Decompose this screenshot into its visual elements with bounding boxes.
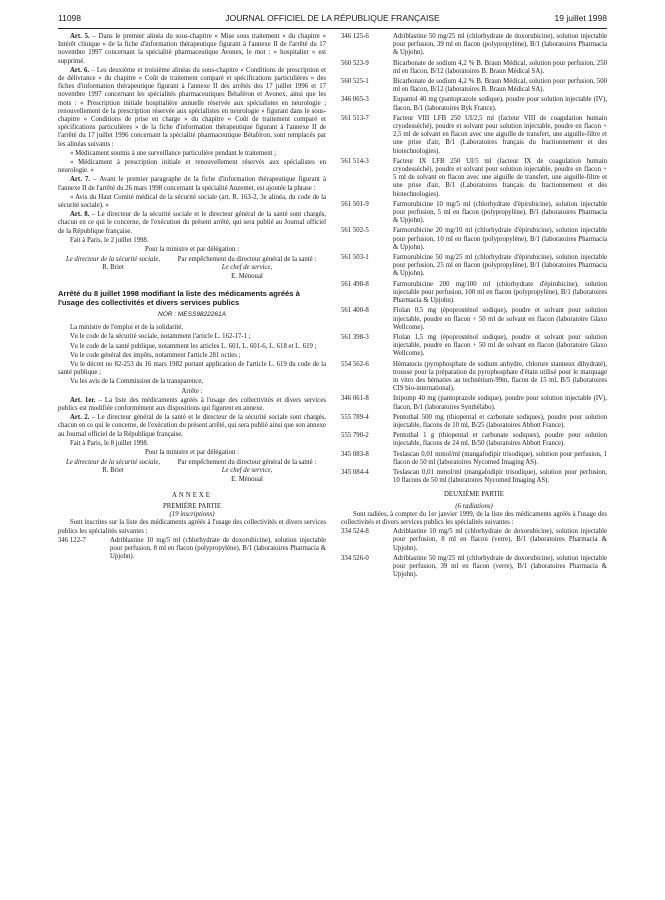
- article-1: [58, 397, 326, 413]
- signatory-name: E. Ménoual: [231, 272, 263, 280]
- entry-text: Farmorubicine 20 mg/10 ml (chlorhydrate d'épirubicine), solution injectable pour perfusion, 10 ml en flacon (polypropylène), B/1 (laboratoires Pharmacia & Upjohn).: [393, 227, 607, 251]
- entry-text: Adriblastine 10 mg/5 ml (chlorhydrate de doxorubicine), solution injectable pour perfusion, 8 ml en flacon (polypropylène), B/1 (laboratoires Pharmacia & Upjohn).: [110, 536, 326, 561]
- nor-reference: NOR : MESS9822261A: [158, 310, 226, 318]
- article-label: Art. 2.: [70, 414, 90, 422]
- entry-code: 561 513-7: [341, 114, 369, 122]
- entry-text: Farmorubicine 50 mg/25 ml (chlorhydrate d'épirubicine), solution injectable pour perfusion, 25 ml en flacon (polypropylène), B/1 (laboratoires Pharmacia & Upjohn).: [393, 254, 607, 278]
- right-column: [341, 33, 607, 581]
- entry-text: Bicarbonate de sodium 4,2 % B. Braun Médical, solution pour perfusion, 250 ml en flacon, B/12 (laboratoires B. Braun Médical SA).: [393, 59, 607, 75]
- signatory-name: R. Briet: [102, 264, 124, 272]
- list-item: [341, 201, 607, 226]
- entry-code: 345 083-8: [341, 450, 369, 458]
- signature-block: [58, 459, 326, 484]
- signatory-title: Par empêchement du directeur général de la santé :: [177, 256, 317, 264]
- entry-code: 346 125-6: [341, 33, 369, 40]
- page-header: [58, 13, 607, 29]
- journal-title: JOURNAL OFFICIEL DE LA RÉPUBLIQUE FRANÇAISE: [225, 13, 440, 23]
- delegation-line: Pour la ministre et par délégation :: [145, 448, 239, 456]
- part-two-count: (6 radiations): [455, 502, 493, 510]
- entry-text: Pentothal 500 mg (thiopental et carbonate sodiques), poudre pour solution injectable, flacons de 10 ml, B/25 (laboratoires Abbott France).: [393, 413, 607, 429]
- entry-text: Pentothal 1 g (thiopental et carbonate sodiques), poudre pour solution injectable, flacons de 24 ml, B/50 (laboratoires Abbott France).: [393, 432, 607, 448]
- signature-date: Fait à Paris, le 2 juillet 1998.: [70, 236, 149, 244]
- entry-code: 554 562-6: [341, 360, 369, 368]
- list-item: [341, 395, 607, 411]
- signatory-title: Le directeur de la sécurité sociale,: [65, 256, 161, 264]
- visa-line: Vu le code général des impôts, notamment l'article 281 octies ;: [70, 351, 241, 359]
- entry-code: 561 398-3: [341, 333, 369, 341]
- article-6: [58, 67, 326, 149]
- signatory-right: [168, 459, 326, 484]
- entry-text: Farmorubicine 200 mg/100 ml (chlorhydrate d'épirubicine), solution injectable pour perfusion, 100 ml en flacon (polypropylène), B/1 (laboratoires Pharmacia & Upjohn).: [393, 280, 607, 305]
- entry-code: 555 790-2: [341, 432, 369, 440]
- entry-text: Adriblastine 50 mg/25 ml (chlorhydrate de doxorubicine), solution injectable pour perfusion, 39 ml en flacon (polypropylène), B/1 (laboratoires Pharmacia & Upjohn).: [393, 33, 607, 57]
- article-5: [58, 33, 326, 66]
- signature-date: Fait à Paris, le 8 juillet 1998.: [70, 439, 149, 447]
- list-item: [341, 555, 607, 580]
- entry-text: Hématocis (pyrophosphate de sodium anhydre, chlorure stanneux dihydraté), trousse pour la préparation du pyrophosphate d'étain utilisé pour le marquage in vitro des hématies au technétium-99m, flacon de 15 ml, B/5 (laboratoires CIS bio-international).: [393, 360, 607, 393]
- part-one-count: (19 inscriptions): [169, 511, 215, 519]
- article-text: – Dans le premier alinéa du sous-chapitre « Mise sous traitement » du chapitre « Intérêt clinique » de la fiche d'information thérapeutique figurant à l'annexe II de l'arrêté du 17 novembre 1997 concernant la spécialité pharmaceutique Avonex, le mot : « hospitalier » est supprimé.: [58, 33, 326, 65]
- article-text: – La liste des médicaments agréés à l'usage des collectivités et divers services publics est modifiée conformément aux dispositions qui figurent en annexe.: [58, 396, 326, 412]
- visa-line: La ministre de l'emploi et de la solidarité,: [70, 324, 183, 332]
- list-item: [341, 361, 607, 394]
- signatory-role: Le chef de service,: [221, 467, 273, 475]
- article-text: – Les deuxième et troisième alinéas du sous-chapitre « Conditions de prescription et de délivrance » du chapitre « Coût de traitement comparé et spécifications particulières » des fiches d'information thérapeutique figurant à l'annexe II des arrêtés des 17 juillet 1996 et 17 novembre 1997 concernant les spécialités pharmaceutiques Bétaféron et Avonex, ainsi que les mots : « Prescription initiale hospitalière annuelle réservée aux spécialistes en neurologie ; renouvellement de la prescription réservée aux spécialistes en neurologie » figurant dans le sous-chapitre « Conditions de prise en charge » du chapitre « Coût de traitement comparé et spécifications particulières » de la fiche d'information thérapeutique figurant à l'annexe II de l'arrêté du 17 juillet 1996 concernant la spécialité pharmaceutique Bétaféron, sont remplacés par les alinéas suivants :: [58, 66, 327, 148]
- signatory-right: [168, 256, 326, 281]
- entry-code: 555 789-4: [341, 413, 369, 421]
- left-column: [58, 33, 326, 563]
- part-two-list: [341, 528, 607, 579]
- quote-paragraph: « Médicament à prescription initiale et renouvellement réservés aux spécialistes en neurologie. »: [58, 159, 326, 175]
- article-label: Art. 1er.: [70, 396, 96, 404]
- delegation-line: Pour la ministre et par délégation :: [145, 246, 239, 254]
- entry-text: Teslascan 0,01 mmol/ml (mangafodipir trisodique), solution pour perfusion, 10 flacons de 50 ml (laboratoires Nycomed Imaging AS).: [393, 468, 607, 485]
- list-item: [341, 469, 607, 485]
- entry-text: Flolan 1,5 mg (époprosténol sodique), poudre et solvant pour solution injectable, poudre en flacon + 50 ml de solvant en flacon (laboratoire Glaxo Wellcome).: [393, 333, 607, 358]
- list-item: [341, 78, 607, 94]
- part-two-intro: Sont radiées, à compter du 1er janvier 1999, de la liste des médicaments agréés à l'usage des collectivités et divers services publics les spécialités suivantes :: [341, 510, 607, 526]
- page-number: 11098: [58, 13, 82, 23]
- list-item: [341, 307, 607, 332]
- entry-code: 345 084-4: [341, 468, 369, 476]
- visa-line: Vu les avis de la Commission de la transparence,: [70, 378, 204, 386]
- part-one-list: [341, 33, 607, 485]
- header-rule: [58, 28, 607, 29]
- entry-code: 561 501-9: [341, 200, 369, 208]
- list-item: [341, 334, 607, 359]
- visa-line: Vu le code de la santé publique, notamment les articles L. 601, L. 601-6, L. 618 et L. 619 ;: [70, 342, 317, 350]
- entry-text: Adriblastine 10 mg/5 ml (chlorhydrate de doxorubicine), solution injectable pour perfusion, 8 ml en flacon (verre), B/1 (laboratoires Pharmacia & Upjohn).: [393, 528, 607, 552]
- visa-line: Vu le décret no 82-253 du 16 mars 1982 portant application de l'article L. 619 du code de la santé publique ;: [58, 360, 326, 377]
- article-7: [58, 176, 326, 192]
- entry-code: 561 514-3: [341, 157, 369, 165]
- list-item: [341, 414, 607, 430]
- list-item: [341, 158, 607, 199]
- entry-text: Inipomp 40 mg (pantoprazole sodique), poudre pour solution injectable (IV), flacon, B/1 (laboratoires Synthélabo).: [393, 395, 607, 411]
- entry-code: 561 400-8: [341, 307, 369, 315]
- signatory-name: E. Ménoual: [231, 475, 263, 483]
- entry-code: 346 065-3: [341, 96, 369, 104]
- visa-line: Vu le code de la sécurité sociale, notamment l'article L. 162-17-1 ;: [70, 333, 251, 341]
- entry-text: Farmorubicine 10 mg/5 ml (chlorhydrate d'épirubicine), solution injectable pour perfusion, 5 ml en flacon (polypropylène), B/1 (laboratoires Pharmacia & Upjohn).: [393, 200, 607, 225]
- list-item: [341, 432, 607, 448]
- signatory-role: Le chef de service,: [221, 264, 273, 272]
- list-item: [341, 60, 607, 76]
- article-text: – Le directeur de la sécurité sociale et le directeur général de la santé sont chargés, chacun en ce qui le concerne, de l'exécution du présent arrêté, qui sera publié au Journal officiel de la République française.: [58, 211, 326, 235]
- article-2: [58, 414, 326, 439]
- list-item: [341, 227, 607, 252]
- article-text: – Le directeur général de la santé et le directeur de la sécurité sociale sont chargés, chacun en ce qui le concerne, de l'exécution du présent arrêté, qui sera publié ainsi que son annexe au Journal officiel de la République française.: [58, 414, 326, 438]
- entry-code: 334 524-8: [341, 528, 369, 536]
- entry-code: 561 502-5: [341, 227, 369, 235]
- article-label: Art. 8.: [70, 211, 90, 219]
- entry-code: 334 526-0: [341, 554, 369, 562]
- part-one-heading: PREMIÈRE PARTIE: [162, 502, 222, 510]
- entry-text: Eupantol 40 mg (pantoprazole sodique), poudre pour solution injectable (IV), flacon, B/1 (laboratoires Byk France).: [393, 96, 607, 112]
- entry-text: Flolan 0,5 mg (époprosténol sodique), poudre et solvant pour solution injectable, poudre en flacon + 50 ml de solvant en flacon (laboratoire Glaxo Wellcome).: [393, 307, 607, 331]
- list-item: [341, 254, 607, 279]
- entry-code: 560 525-1: [341, 78, 369, 86]
- article-label: Art. 7.: [70, 176, 91, 184]
- arrete-heading: Arrête :: [181, 387, 203, 395]
- list-item: [341, 528, 607, 553]
- list-item: [341, 115, 607, 156]
- entry-text: Bicarbonate de sodium 4,2 % B. Braun Médical, solution pour perfusion, 500 ml en flacon, B/12 (laboratoires B. Braun Médical SA).: [393, 78, 607, 94]
- list-item: [341, 96, 607, 112]
- entry-text: Facteur VIII LFB 250 UI/2,5 ml (facteur VIII de coagulation humain cryodesséché), poudre et solvant pour solution injectable, poudre en flacon + 2,5 ml de solvant en flacon avec une aiguille de transfert, une aiguille-filtre et une prise d'air, B/1 (Laboratoires français du fractionnement et des biotechnologies).: [393, 114, 607, 155]
- part-one-intro: Sont inscrites sur la liste des médicaments agréés à l'usage des collectivités et divers services publics les spécialités suivantes :: [58, 519, 326, 535]
- issue-date: 19 juillet 1998: [554, 13, 607, 23]
- signature-block: [58, 256, 326, 281]
- signatory-title: Le directeur de la sécurité sociale,: [65, 459, 161, 467]
- decree-title: Arrêté du 8 juillet 1998 modifiant la liste des médicaments agréés à l'usage des collectivités et divers services publics: [58, 288, 300, 307]
- signatory-name: R. Briet: [102, 467, 124, 475]
- annexe-heading: ANNEXE: [172, 491, 212, 499]
- signatory-left: [58, 459, 168, 484]
- signatory-title: Par empêchement du directeur général de la santé :: [177, 459, 317, 467]
- entry-code: 346 122-7: [58, 536, 86, 544]
- article-label: Art. 5.: [70, 33, 90, 40]
- article-label: Art. 6.: [70, 66, 90, 74]
- list-item: [58, 537, 326, 562]
- entry-code: 346 061-8: [341, 395, 369, 403]
- quote-paragraph: « Médicament soumis à une surveillance particulière pendant le traitement ;: [70, 149, 277, 157]
- part-two-heading: DEUXIÈME PARTIE: [444, 491, 504, 499]
- list-item: [341, 33, 607, 58]
- signatory-left: [58, 256, 168, 281]
- article-text: – Avant le premier paragraphe de la fiche d'information thérapeutique figurant à l'annexe II de l'arrêté du 26 mars 1998 concernant la spécialité Anzemet, est ajoutée la phrase :: [58, 176, 327, 192]
- list-item: [341, 451, 607, 467]
- article-8: [58, 211, 326, 236]
- entry-code: 560 523-9: [341, 59, 369, 67]
- entry-code: 561 503-1: [341, 254, 369, 262]
- entry-code: 561 498-8: [341, 280, 369, 288]
- entry-text: Facteur IX LFB 250 UI/5 ml (facteur IX de coagulation humain cryodesséché), poudre et solvant pour solution injectable, poudre en flacon + 5 ml de solvant en flacon avec une aiguille de transfert, une aiguille-filtre et une prise d'air, B/1 (Laboratoires français du fractionnement et des biotechnologies).: [393, 157, 607, 198]
- list-item: [341, 281, 607, 306]
- entry-text: Adriblastine 50 mg/25 ml (chlorhydrate de doxorubicine), solution injectable pour perfusion, 39 ml en flacon (verre), B/1 (laboratoires Pharmacia & Upjohn).: [393, 554, 607, 579]
- quote-paragraph: « Avis du Haut Comité médical de la sécurité sociale (art. R. 163-2, 3e alinéa, du code de la sécurité sociale). »: [58, 193, 326, 210]
- entry-text: Teslascan 0,01 mmol/ml (mangafodipir trisodique), solution pour perfusion, 1 flacon de 50 ml (laboratoires Nycomed Imaging AS).: [393, 450, 607, 466]
